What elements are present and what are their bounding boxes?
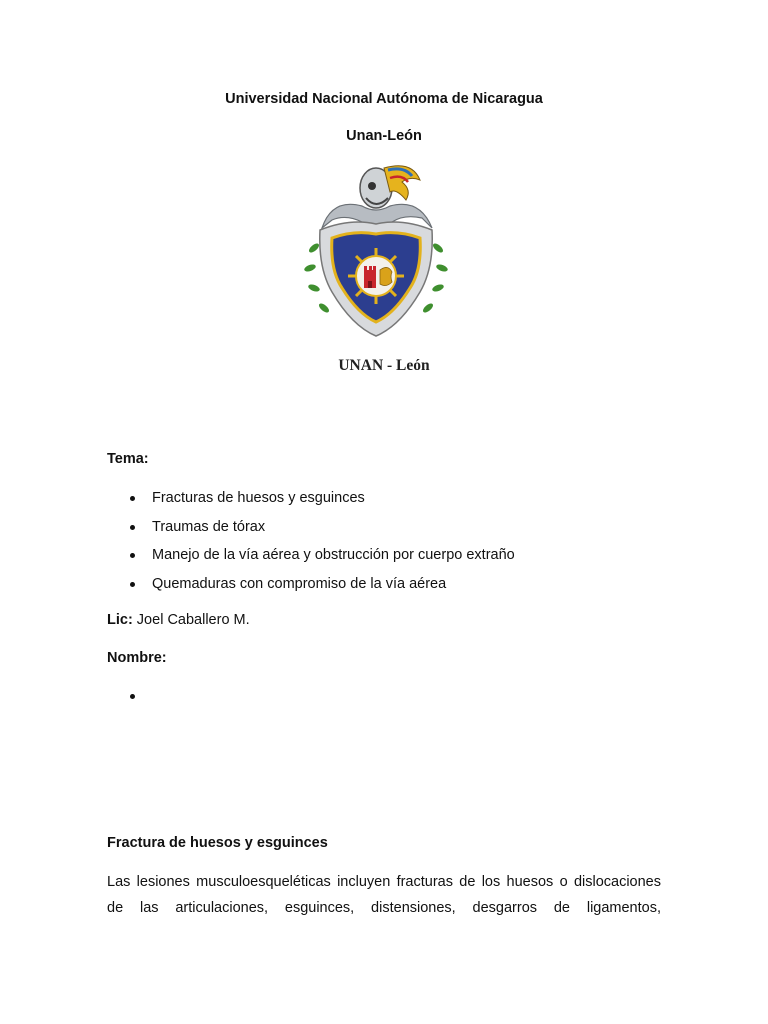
paragraph-line-2: de las articulaciones, esguinces, distensiones, desgarros de ligamentos,	[107, 900, 661, 916]
list-item: Quemaduras con compromiso de la vía aérea	[107, 570, 515, 599]
tema-label: Tema:	[107, 451, 149, 467]
crest-emblem-icon	[292, 158, 476, 358]
list-item: Fracturas de huesos y esguinces	[107, 484, 515, 513]
nombre-label	[107, 650, 167, 666]
empty-bullet-icon	[130, 694, 135, 699]
list-item: Traumas de tórax	[107, 513, 515, 542]
crest-caption: UNAN - León	[338, 357, 430, 374]
university-title: Universidad Nacional Autónoma de Nicaragua	[225, 91, 543, 107]
nombre-label-text: Nombre:	[107, 650, 167, 666]
crest-helmet	[360, 166, 420, 208]
paragraph-line-1: Las lesiones musculoesqueléticas incluyen fracturas de los huesos o dislocaciones	[107, 874, 661, 890]
section-heading: Fractura de huesos y esguinces	[107, 835, 328, 851]
topic-list	[107, 484, 515, 599]
crest-castle	[364, 266, 376, 288]
lic-value: Joel Caballero M.	[132, 612, 250, 628]
lic-label: Lic:	[107, 612, 133, 628]
list-item: Manejo de la vía aérea y obstrucción por cuerpo extraño	[107, 541, 515, 570]
campus-title: Unan-León	[346, 128, 422, 144]
university-crest	[292, 158, 476, 386]
lic-line	[107, 612, 250, 628]
